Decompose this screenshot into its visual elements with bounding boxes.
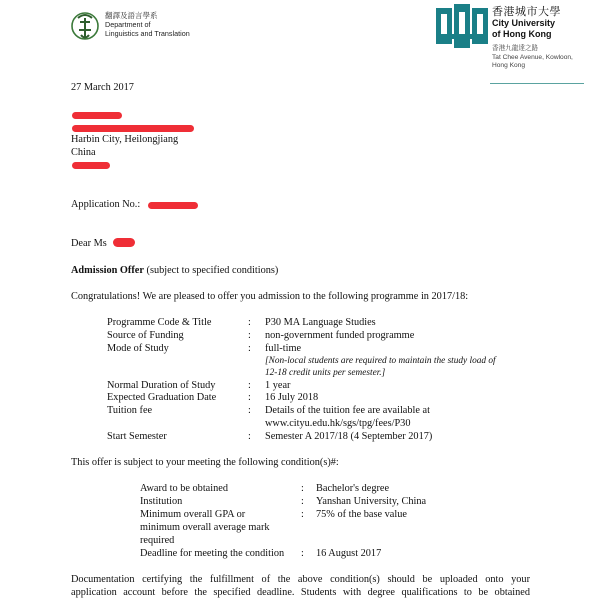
colon: :	[248, 405, 251, 416]
offer-heading	[71, 265, 278, 278]
colon: :	[301, 509, 304, 520]
colon: :	[248, 380, 251, 391]
univ-name-en-2: of Hong Kong	[492, 29, 552, 39]
university-name	[492, 7, 561, 40]
gpa-value: 75% of the base value	[316, 509, 407, 520]
mode-note-1: [Non-local students are required to maintain the study load of	[265, 356, 496, 366]
fee-label: Tuition fee	[107, 405, 153, 416]
colon: :	[248, 431, 251, 442]
congrats-line: Congratulations! We are pleased to offer you admission to the following programme in 2017/18:	[71, 291, 469, 302]
mode-label: Mode of Study	[107, 343, 169, 354]
duration-label: Normal Duration of Study	[107, 380, 216, 391]
funding-value: non-government funded programme	[265, 330, 415, 341]
department-logo	[70, 8, 100, 44]
fee-url[interactable]: www.cityu.edu.hk/sgs/tpg/fees/P30	[265, 418, 411, 429]
colon: :	[301, 548, 304, 559]
documentation-line-2: application account before the specified deadline. Students with degree qualifications to be obtained	[71, 587, 530, 598]
address-city: Harbin City, Heilongjiang	[71, 134, 179, 145]
documentation-line-1: Documentation certifying the fulfillment of the above condition(s) should be uploaded onto your	[71, 574, 530, 585]
letter-date: 27 March 2017	[71, 82, 134, 93]
duration-value: 1 year	[265, 380, 291, 391]
institution-label: Institution	[140, 496, 183, 507]
condition-intro: This offer is subject to your meeting the following condition(s)#:	[71, 457, 339, 468]
dept-name-zh: 翻譯及語言學系	[105, 11, 158, 20]
offer-title: Admission Offer	[71, 265, 144, 276]
university-address	[492, 45, 573, 71]
semester-value: Semester A 2017/18 (4 September 2017)	[265, 431, 433, 442]
fee-value-1: Details of the tuition fee are available at	[265, 405, 430, 416]
addr-en-2: Hong Kong	[492, 62, 525, 69]
mode-note-2: 12-18 credit units per semester.]	[265, 368, 386, 378]
application-label: Application No.:	[71, 199, 141, 210]
colon: :	[248, 317, 251, 328]
salutation: Dear Ms	[71, 238, 107, 249]
offer-subtitle: (subject to specified conditions)	[146, 265, 279, 276]
gpa-label-1: Minimum overall GPA or	[140, 509, 246, 520]
colon: :	[248, 330, 251, 341]
colon: :	[248, 343, 251, 354]
univ-name-en-1: City University	[492, 18, 556, 28]
department-name	[105, 11, 190, 38]
redaction-name	[72, 112, 122, 119]
addr-en-1: Tat Chee Avenue, Kowloon,	[492, 53, 573, 61]
addr-zh: 香港九龍達之路	[492, 45, 539, 52]
award-value: Bachelor's degree	[316, 483, 390, 494]
dept-name-en-2: Linguistics and Translation	[105, 29, 190, 38]
univ-name-zh: 香港城市大學	[492, 6, 561, 18]
programme-code-value: P30 MA Language Studies	[265, 317, 376, 328]
graduation-label: Expected Graduation Date	[107, 392, 217, 403]
award-label: Award to be obtained	[140, 483, 228, 494]
programme-code-label: Programme Code & Title	[107, 317, 212, 328]
gpa-label-2: minimum overall average mark	[140, 522, 270, 533]
semester-label: Start Semester	[107, 431, 167, 442]
gpa-label-3: required	[140, 535, 175, 546]
redaction-address	[72, 125, 194, 132]
redaction-application-no	[148, 202, 198, 209]
deadline-value: 16 August 2017	[316, 548, 382, 559]
redaction-postcode	[72, 162, 110, 169]
dept-name-en-1: Department of	[105, 20, 151, 29]
header-divider	[490, 83, 584, 84]
redaction-surname	[113, 238, 135, 247]
institution-value: Yanshan University, China	[316, 496, 427, 507]
cityu-logo	[436, 4, 488, 50]
graduation-value: 16 July 2018	[265, 392, 319, 403]
funding-label: Source of Funding	[107, 330, 184, 341]
colon: :	[301, 483, 304, 494]
mode-value: full-time	[265, 343, 302, 354]
address-country: China	[71, 147, 96, 158]
colon: :	[248, 392, 251, 403]
deadline-label: Deadline for meeting the condition	[140, 548, 285, 559]
colon: :	[301, 496, 304, 507]
